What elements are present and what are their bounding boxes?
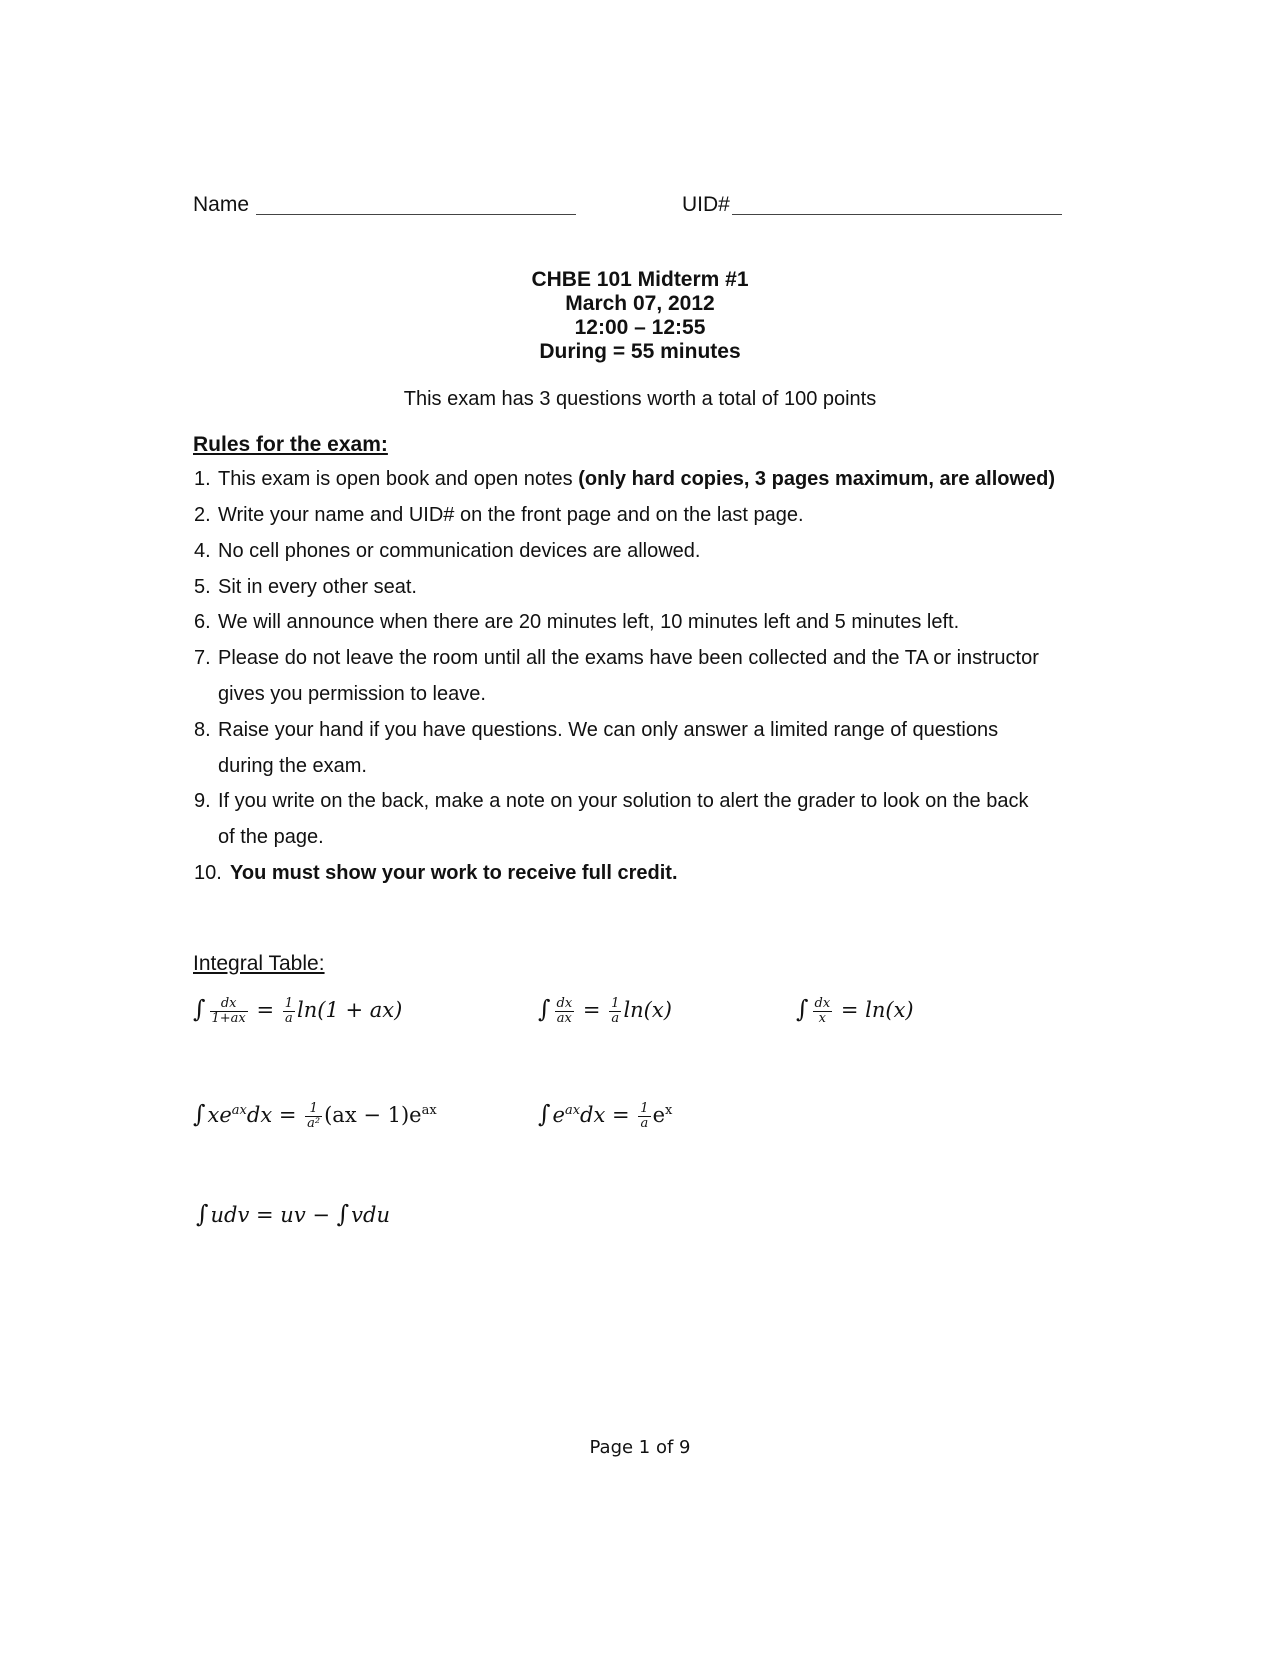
fraction: $\frac{dx}{x}$ [814, 996, 831, 1026]
rule-item [194, 533, 1086, 569]
integral-sign: ∫ [336, 1200, 350, 1228]
rules-heading: Rules for the exam: [193, 433, 388, 456]
integral-sign: ∫ [538, 1100, 551, 1128]
uid-label: UID# [682, 193, 730, 216]
rule-text-continued: of the page. [218, 826, 324, 848]
name-label: Name [193, 193, 250, 216]
integral-sign: ∫ [196, 1200, 209, 1228]
rule-number: 6. [194, 611, 211, 633]
exam-date: March 07, 2012 [565, 292, 715, 315]
rule-text-continued: gives you permission to leave. [218, 683, 486, 705]
rule-number: 2. [194, 504, 211, 526]
rule-item [194, 712, 1086, 784]
integral-sign: ∫ [538, 995, 551, 1023]
rule-text: Please do not leave the room until all the exams have been collected and the TA or instructor [218, 647, 1039, 669]
exam-time: 12:00 – 12:55 [574, 316, 706, 339]
rule-item [194, 604, 1086, 640]
rule-text: Write your name and UID# on the front page and on the last page. [218, 504, 804, 526]
rule-number: 5. [194, 576, 211, 598]
fraction: $\frac{dx}{ax}$ [556, 996, 573, 1026]
rule-text: We will announce when there are 20 minutes left, 10 minutes left and 5 minutes left. [218, 611, 960, 633]
uid-blank[interactable] [732, 214, 1062, 215]
exam-title-block [0, 268, 1280, 364]
fraction: $\frac{1}{a}$ [640, 1101, 649, 1131]
exam-duration: During = 55 minutes [539, 340, 741, 363]
integral-sign: ∫ [193, 995, 206, 1023]
integral-formula: ∫ $\frac{dx}{1+ax}$ = $\frac{1}{a}$ ln(1 + ax) [193, 995, 403, 1026]
integral-formula: $\int e^{ax}dx$ = $\frac{1}{a}$ $e^x$ [538, 1100, 673, 1131]
rule-item [194, 783, 1086, 855]
exam-summary: This exam has 3 questions worth a total of 100 points [403, 388, 877, 410]
fraction: $\frac{1}{\text{a²}}$ [307, 1101, 321, 1131]
rule-item [194, 497, 1086, 533]
integral-sign: ∫ [796, 995, 809, 1023]
rule-number: 7. [194, 647, 211, 669]
rule-text: This exam is open book and open notes [218, 468, 579, 490]
integral-sign: ∫ [193, 1100, 206, 1128]
rule-text-continued: during the exam. [218, 755, 367, 777]
course-title: CHBE 101 Midterm #1 [531, 268, 749, 291]
integral-formula: ∫ $\frac{dx}{ax}$ = $\frac{1}{a}$ ln(x) [538, 995, 672, 1026]
rule-item [194, 640, 1086, 712]
rule-number: 1. [194, 468, 211, 490]
name-blank[interactable] [256, 214, 576, 215]
rule-bold-text: You must show your work to receive full credit. [230, 862, 678, 884]
rule-text: No cell phones or communication devices are allowed. [218, 540, 701, 562]
rule-item [194, 569, 1086, 605]
rule-text: If you write on the back, make a note on your solution to alert the grader to look on the back [218, 790, 1029, 812]
integral-formula: ∫udv = uv − ∫vdu [196, 1200, 390, 1228]
rule-number: 10. [194, 862, 222, 884]
fraction: $\frac{dx}{1+ax}$ [211, 996, 246, 1026]
rule-bold-text: (only hard copies, 3 pages maximum, are allowed) [578, 468, 1056, 490]
rule-text: Sit in every other seat. [218, 576, 417, 598]
rule-text: Raise your hand if you have questions. We can only answer a limited range of questions [218, 719, 999, 741]
rule-item [194, 461, 1086, 497]
integral-table-heading: Integral Table: [193, 952, 325, 975]
rule-number: 9. [194, 790, 211, 812]
rule-number: 8. [194, 719, 211, 741]
integral-formula: ∫ $\frac{dx}{x}$ = ln(x) [796, 995, 914, 1026]
integral-formula: $\int xe^{ax}dx$ = $\frac{1}{\text{a²}}$ $(ax - 1)e^{ax}$ [193, 1100, 437, 1131]
fraction: $\frac{1}{a}$ [611, 996, 620, 1026]
page-number: Page 1 of 9 [589, 1437, 691, 1458]
rule-item [194, 855, 1086, 891]
rule-number: 4. [194, 540, 211, 562]
fraction: $\frac{1}{a}$ [284, 996, 294, 1026]
